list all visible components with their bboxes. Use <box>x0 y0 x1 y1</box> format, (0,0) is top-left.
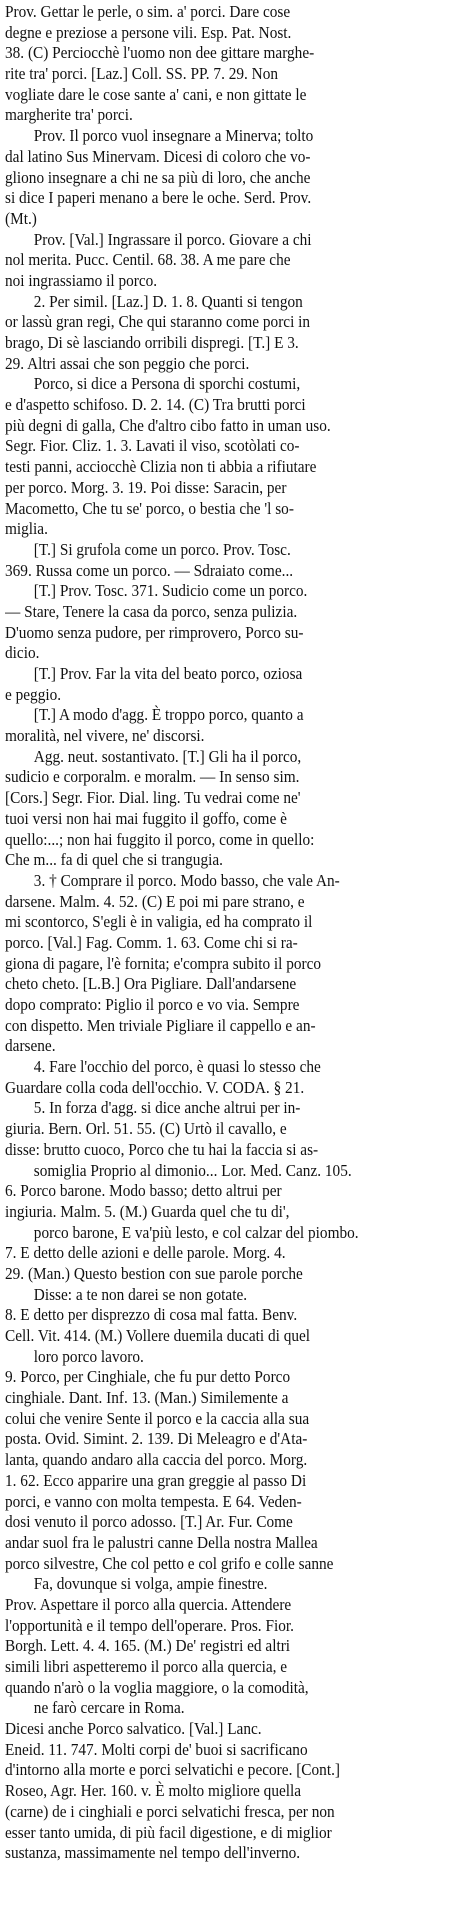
text-line: — Stare, Tenere la casa da porco, senza pulizia. <box>5 601 298 621</box>
text-line: Porco, si dice a Persona di sporchi costumi, <box>33 374 301 394</box>
text-line: [Cors.] Segr. Fior. Dial. ling. Tu vedrai come ne' <box>5 788 301 808</box>
text-line: 369. Russa come un porco. — Sdraiato come... <box>5 560 294 580</box>
text-line: e d'aspetto schifoso. D. 2. 14. (C) Tra brutti porci <box>5 395 306 415</box>
text-line: porci, e vanno con molta tempesta. E 64. Veden- <box>5 1491 302 1511</box>
text-line: 38. (C) Perciocchè l'uomo non dee gittare marghe- <box>5 43 315 63</box>
text-line: vogliate dare le cose sante a' cani, e non gittate le <box>5 84 307 104</box>
text-line: [T.] A modo d'agg. È troppo porco, quanto a <box>33 705 304 725</box>
text-line: Macometto, Che tu se' porco, o bestia che 'l so- <box>5 498 294 518</box>
text-line: simili libri aspetteremo il porco alla quercia, e <box>5 1657 288 1676</box>
text-line: con dispetto. Men triviale Pigliare il cappello e an- <box>5 1015 316 1035</box>
dictionary-entry-text <box>5 2 467 1864</box>
text-line: (carne) de i cinghiali e porci selvatichi fresca, per non <box>5 1801 335 1821</box>
text-line: Che m... fa di quel che si trangugia. <box>5 850 223 870</box>
text-line: 1. 62. Ecco apparire una gran greggie al passo Di <box>5 1470 307 1490</box>
text-line: darsene. Malm. 4. 52. (C) E poi mi pare strano, e <box>5 891 305 911</box>
text-line: Eneid. 11. 747. Molti corpi de' buoi si sacrificano <box>5 1739 308 1759</box>
text-line: or lassù gran regi, Che qui staranno come porci in <box>5 312 311 332</box>
text-line: cinghiale. Dant. Inf. 13. (Man.) Similemente a <box>5 1388 289 1408</box>
text-line: l'opportunità e il tempo dell'operare. Pros. Fior. <box>5 1615 294 1635</box>
text-line: loro porco lavoro. <box>33 1346 144 1366</box>
text-line: giona di pagare, l'è fornita; e'compra subito il porco <box>5 953 322 973</box>
text-line: 29. (Man.) Questo bestion con sue parole porche <box>5 1263 303 1283</box>
text-line: ingiuria. Malm. 5. (M.) Guarda quel che tu di', <box>5 1201 290 1221</box>
text-line: d'intorno alla morte e porci selvatichi e pecore. [Cont.] <box>5 1760 340 1780</box>
text-line: e peggio. <box>5 684 62 704</box>
text-line: 5. In forza d'agg. si dice anche altrui per in- <box>33 1098 301 1118</box>
text-line: 6. Porco barone. Modo basso; detto altrui per <box>5 1181 282 1201</box>
text-line: andar suol fra le palustri canne Della nostra Mallea <box>5 1532 318 1552</box>
text-line: Prov. Il porco vuol insegnare a Minerva; tolto <box>33 126 314 146</box>
text-line: Disse: a te non darei se non gotate. <box>33 1284 248 1304</box>
text-line: Segr. Fior. Cliz. 1. 3. Lavati il viso, scotòlati co- <box>5 436 300 456</box>
text-line: Agg. neut. sostantivato. [T.] Gli ha il porco, <box>33 746 302 766</box>
text-line: dosi venuto il porco adosso. [T.] Ar. Fur. Come <box>5 1512 293 1532</box>
text-line: nol merita. Pucc. Centil. 68. 38. A me pare che <box>5 250 291 270</box>
text-line: Prov. [Val.] Ingrassare il porco. Giovare a chi <box>33 229 312 249</box>
text-line: dicio. <box>5 643 40 663</box>
text-line: quando n'arò o la voglia maggiore, o la comodità, <box>5 1677 309 1697</box>
text-line: 9. Porco, per Cinghiale, che fu pur detto Porco <box>5 1367 291 1387</box>
text-line: posta. Ovid. Simint. 2. 139. Di Meleagro e d'Ata- <box>5 1429 308 1449</box>
text-line: dal latino Sus Minervam. Dicesi di coloro che vo- <box>5 146 311 166</box>
text-line: esser tanto umida, di più facil digestione, e di miglior <box>5 1822 332 1842</box>
text-line: somiglia Proprio al dimonio... Lor. Med. Canz. 105. <box>33 1160 352 1180</box>
text-line: dopo comprato: Piglio il porco e vo via. Sempre <box>5 995 300 1014</box>
text-line: miglia. <box>5 519 48 539</box>
text-line: (Mt.) <box>5 208 37 228</box>
text-line: Roseo, Agr. Her. 160. v. È molto migliore quella <box>5 1781 302 1801</box>
text-line: ne farò cercare in Roma. <box>33 1698 185 1718</box>
text-line: D'uomo senza pudore, per rimprovero, Porco su- <box>5 622 304 642</box>
text-line: rite tra' porci. [Laz.] Coll. SS. PP. 7. 29. Non <box>5 64 279 84</box>
text-line: Fa, dovunque si volga, ampie finestre. <box>33 1574 268 1594</box>
text-line: sustanza, massimamente nel tempo dell'inverno. <box>5 1843 301 1863</box>
text-line: mi scontorco, S'egli è in valigia, ed ha comprato il <box>5 912 313 932</box>
text-line: porco. [Val.] Fag. Comm. 1. 63. Come chi si ra- <box>5 932 298 952</box>
text-line: moralità, nel vivere, ne' discorsi. <box>5 726 205 746</box>
text-line: Dicesi anche Porco salvatico. [Val.] Lanc. <box>5 1719 262 1739</box>
text-line: Prov. Gettar le perle, o sim. a' porci. Dare cose <box>5 2 291 21</box>
text-line: 3. † Comprare il porco. Modo basso, che vale An- <box>33 870 340 890</box>
text-line: Prov. Aspettare il porco alla quercia. Attendere <box>5 1594 292 1614</box>
text-line: giuria. Bern. Orl. 51. 55. (C) Urtò il cavallo, e <box>5 1119 287 1139</box>
text-line: noi ingrassiamo il porco. <box>5 270 158 290</box>
text-line: margherite tra' porci. <box>5 105 133 125</box>
text-line: [T.] Prov. Far la vita del beato porco, oziosa <box>33 664 303 683</box>
text-line: [T.] Si grufola come un porco. Prov. Tosc. <box>33 539 291 559</box>
text-line: per porco. Morg. 3. 19. Poi disse: Saracin, per <box>5 477 287 497</box>
text-line: Borgh. Lett. 4. 4. 165. (M.) De' registri ed altri <box>5 1636 291 1656</box>
text-line: 4. Fare l'occhio del porco, è quasi lo stesso che <box>33 1057 321 1077</box>
text-line: 8. E detto per disprezzo di cosa mal fatta. Benv. <box>5 1305 298 1325</box>
text-line: gliono insegnare a chi ne sa più di loro, che anche <box>5 167 311 187</box>
text-line: disse: brutto cuoco, Porco che tu hai la faccia si as- <box>5 1139 319 1159</box>
text-line: 2. Per simil. [Laz.] D. 1. 8. Quanti si tengon <box>33 291 303 311</box>
text-line: tuoi versi non hai mai fuggito il goffo, come è <box>5 808 287 828</box>
text-line: colui che venire Sente il porco e la caccia alla sua <box>5 1408 310 1428</box>
text-line: [T.] Prov. Tosc. 371. Sudicio come un porco. <box>33 581 308 601</box>
text-line: porco barone, E va'più lesto, e col calzar del piombo. <box>33 1222 359 1242</box>
text-line: lanta, quando andaro alla caccia del porco. Morg. <box>5 1450 308 1470</box>
text-line: porco silvestre, Che col petto e col grifo e colle sanne <box>5 1553 334 1573</box>
text-line: Cell. Vit. 414. (M.) Vollere duemila ducati di quel <box>5 1326 311 1345</box>
text-line: 29. Altri assai che son peggio che porci. <box>5 353 250 373</box>
text-line: cheto cheto. [L.B.] Ora Pigliare. Dall'andarsene <box>5 974 297 994</box>
text-line: degne e preziose a persone vili. Esp. Pat. Nost. <box>5 22 292 42</box>
text-line: 7. E detto delle azioni e delle parole. Morg. 4. <box>5 1243 286 1263</box>
text-line: darsene. <box>5 1036 56 1056</box>
text-line: quello:...; non hai fuggito il porco, come in quello: <box>5 829 315 849</box>
text-line: più degni di galla, Che d'altro cibo fatto in uman uso. <box>5 415 331 435</box>
text-line: testi panni, acciocchè Clizia non ti abbia a rifiutare <box>5 457 317 477</box>
text-line: si dice I paperi menano a bere le oche. Serd. Prov. <box>5 188 312 208</box>
text-line: brago, Di sè lasciando orribili dispregi. [T.] E 3. <box>5 333 299 352</box>
text-line: sudicio e corporalm. e moralm. — In senso sim. <box>5 767 300 787</box>
text-line: Guardare colla coda dell'occhio. V. CODA. § 21. <box>5 1077 305 1097</box>
